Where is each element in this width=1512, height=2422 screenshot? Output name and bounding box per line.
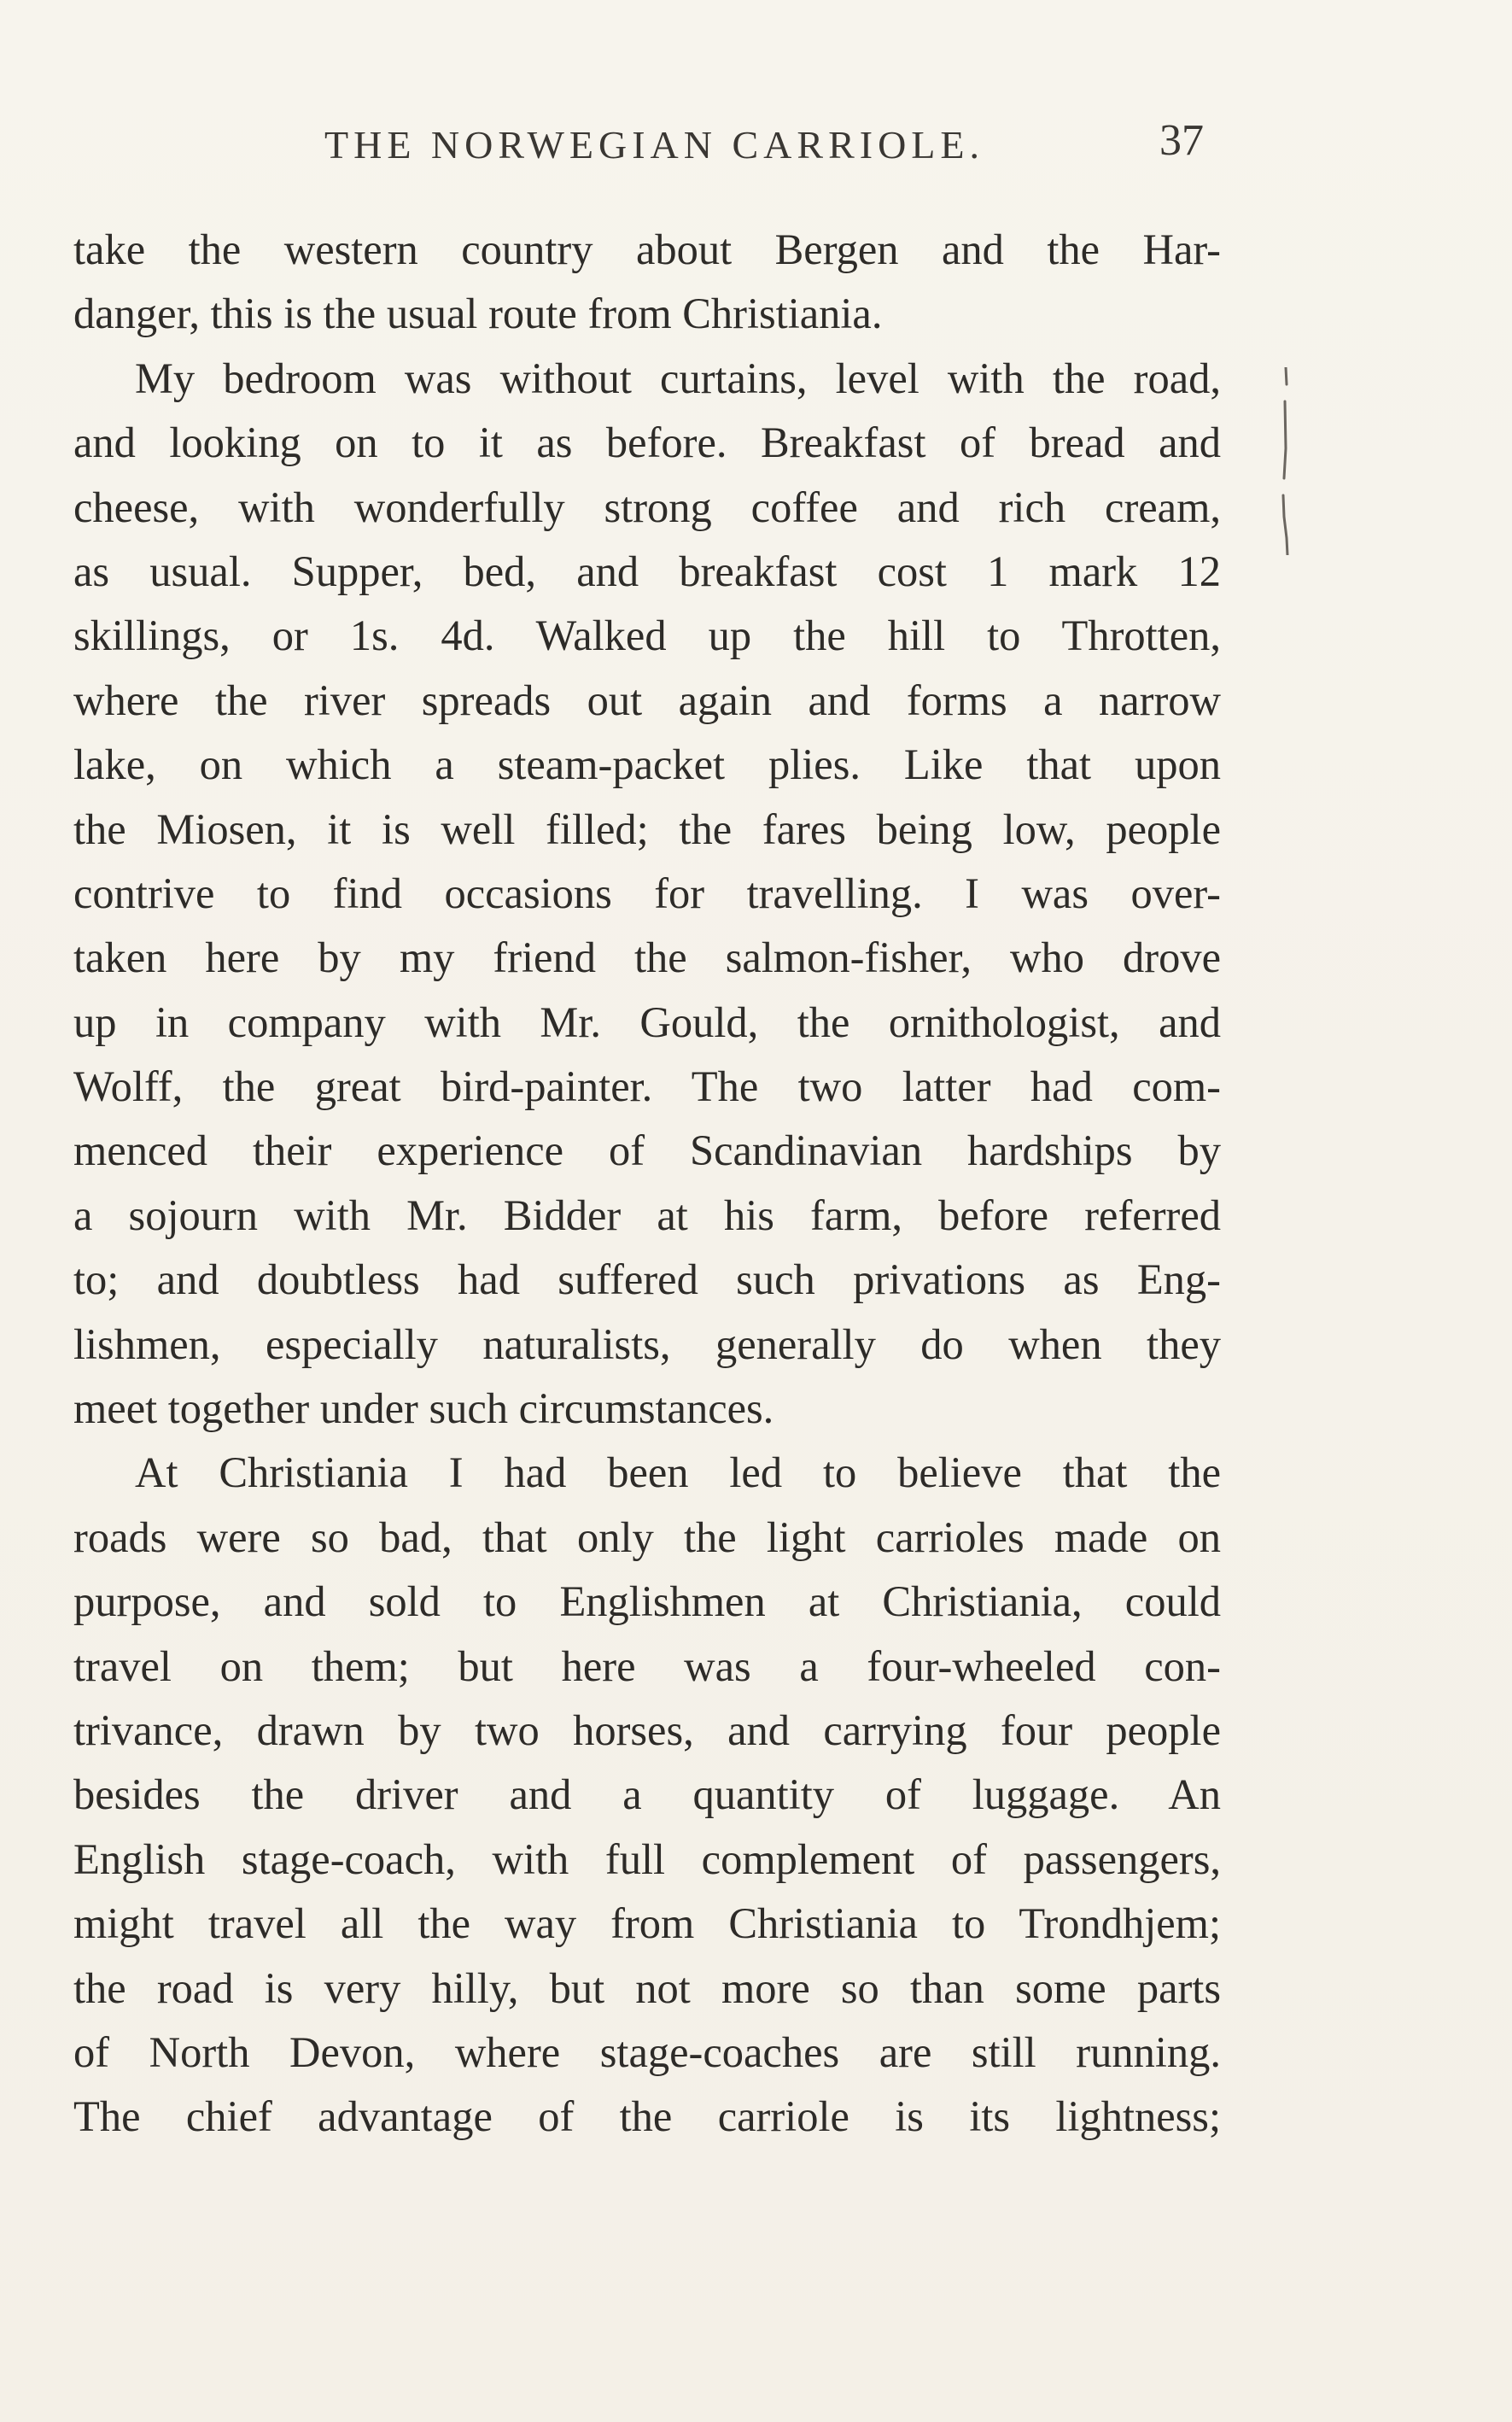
text-line: up in company with Mr. Gould, the ornithologist, and (73, 997, 1221, 1046)
text-line: besides the driver and a quantity of luggage. An (73, 1770, 1221, 1819)
text-line: lishmen, especially naturalists, generally do when they (73, 1319, 1221, 1368)
text-line: My bedroom was without curtains, level with the road, (135, 354, 1221, 402)
binding-mark-decoration (1279, 367, 1291, 555)
text-line: The chief advantage of the carriole is its lightness; (73, 2092, 1221, 2141)
text-line: danger, this is the usual route from Christiania. (73, 290, 883, 338)
text-line: might travel all the way from Christiania to Trondhjem; (73, 1899, 1221, 1948)
page-number: 37 (1159, 116, 1204, 165)
body-text (73, 218, 1221, 2150)
text-line: purpose, and sold to Englishmen at Christiania, could (73, 1577, 1221, 1626)
text-line: the Miosen, it is well filled; the fares being low, people (73, 804, 1221, 853)
text-line: English stage-coach, with full complement of passengers, (73, 1834, 1221, 1883)
text-line: meet together under such circumstances. (73, 1384, 774, 1433)
text-line: the road is very hilly, but not more so than some parts (73, 1963, 1221, 2012)
text-line: skillings, or 1s. 4d. Walked up the hill to Throtten, (73, 611, 1221, 660)
text-line: contrive to find occasions for travelling. I was over- (73, 869, 1221, 917)
text-line: of North Devon, where stage-coaches are still running. (73, 2027, 1221, 2076)
text-line: taken here by my friend the salmon-fisher, who drove (73, 933, 1221, 982)
text-line: take the western country about Bergen and the Har- (73, 225, 1221, 273)
text-line: travel on them; but here was a four-wheeled con- (73, 1641, 1221, 1690)
text-line: lake, on which a steam-packet plies. Like that upon (73, 740, 1221, 789)
text-line: where the river spreads out again and forms a narrow (73, 676, 1221, 724)
text-line: Wolff, the great bird-painter. The two latter had com- (73, 1062, 1221, 1111)
text-line: cheese, with wonderfully strong coffee and rich cream, (73, 483, 1221, 531)
text-line: as usual. Supper, bed, and breakfast cost 1 mark 12 (73, 547, 1221, 595)
text-line: and looking on to it as before. Breakfast of bread and (73, 418, 1221, 467)
text-line: to; and doubtless had suffered such privations as Eng- (73, 1255, 1221, 1304)
text-line: menced their experience of Scandinavian hardships by (73, 1126, 1221, 1175)
text-line: roads were so bad, that only the light carrioles made on (73, 1512, 1221, 1561)
text-line: trivance, drawn by two horses, and carrying four people (73, 1705, 1221, 1754)
text-line: At Christiania I had been led to believe that the (135, 1448, 1221, 1497)
text-line: a sojourn with Mr. Bidder at his farm, before referred (73, 1191, 1221, 1239)
running-title: THE NORWEGIAN CARRIOLE. (324, 123, 984, 167)
